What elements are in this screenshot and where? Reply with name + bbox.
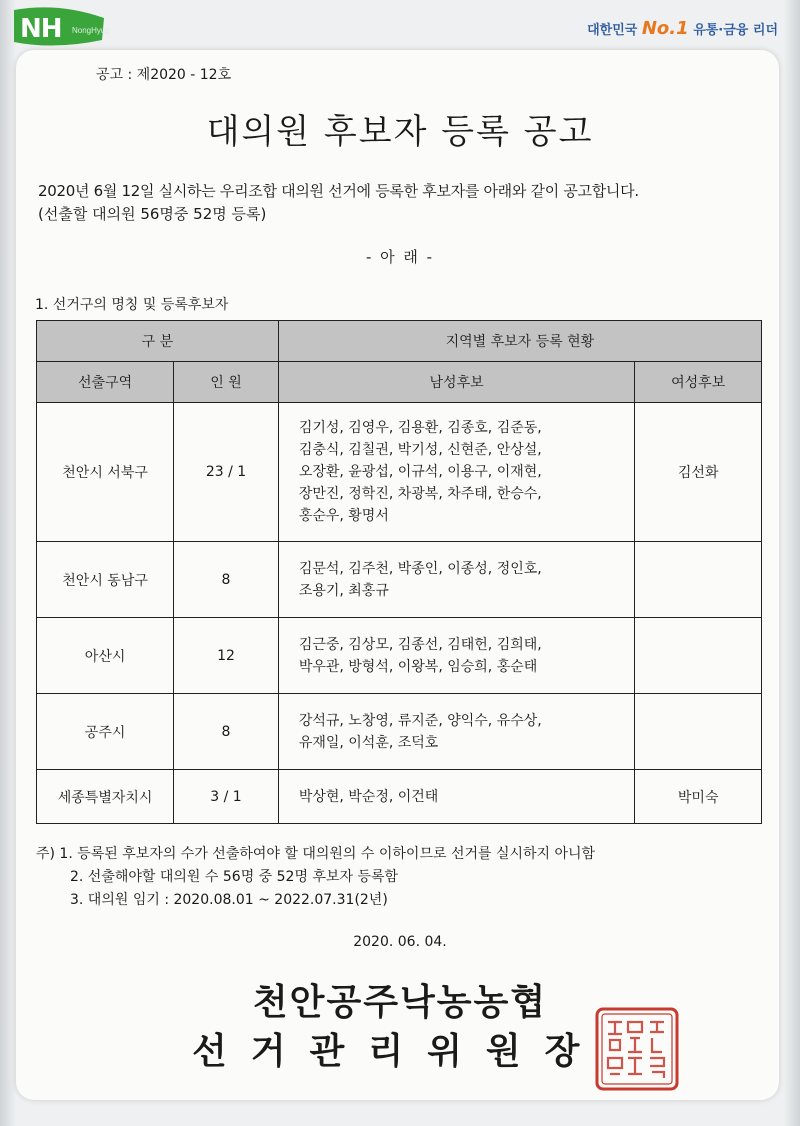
brand-name: NH (20, 14, 62, 44)
table-row (37, 770, 762, 824)
issue-date: 2020. 06. 04. (353, 934, 447, 950)
intro-line-1: 2020년 6월 12일 실시하는 우리조합 대의원 선거에 등록한 후보자를 아래와 같이 공고합니다. (38, 182, 639, 200)
table-header-row-1 (37, 321, 762, 362)
district-cell: 공주시 (37, 694, 174, 770)
female-candidates-cell (635, 618, 762, 694)
brand-subname: NongHyup (72, 26, 110, 35)
district-cell: 아산시 (37, 618, 174, 694)
candidate-line: 오장환, 윤광섭, 이규석, 이용구, 이재현, (298, 464, 542, 480)
note-2: 2. 선출해야할 대의원 수 56명 중 52명 후보자 등록함 (70, 869, 399, 885)
candidate-line: 조용기, 최홍규 (298, 582, 389, 599)
candidate-line: 강석규, 노창영, 류지준, 양익수, 유수상, (298, 712, 542, 729)
male-candidates-cell (278, 403, 635, 542)
note-3: 3. 대의원 임기 : 2020.08.01 ~ 2022.07.31(2년) (70, 892, 388, 908)
candidate-line: 김기성, 김영우, 김용환, 김종호, 김준동, (298, 420, 542, 436)
notice-number: 공고 : 제2020 - 12호 (96, 67, 232, 83)
candidate-line: 박상현, 박순정, 이건태 (298, 788, 439, 805)
table-header-row-2 (37, 362, 762, 403)
header-male: 남성후보 (278, 362, 635, 403)
table-row (37, 694, 762, 770)
count-cell: 23 / 1 (174, 403, 279, 542)
candidate-line: 홍순우, 황명서 (298, 508, 389, 524)
male-candidates-cell (278, 618, 635, 694)
notes-block (36, 843, 595, 912)
document-title: 대의원 후보자 등록 공고 (206, 112, 594, 152)
organization-name: 천안공주낙농농협 (252, 982, 548, 1023)
candidate-line: 김충식, 김칠권, 박기성, 신현준, 안상설, (298, 442, 542, 458)
table-row (37, 542, 762, 618)
candidate-line: 유재일, 이석훈, 조덕호 (298, 734, 439, 751)
table-row (37, 618, 762, 694)
committee-chair: 선거관리위원장 (192, 1031, 604, 1072)
count-cell: 3 / 1 (174, 770, 279, 824)
official-seal-icon (594, 1006, 680, 1092)
count-cell: 8 (174, 542, 279, 618)
header-status-cell: 지역별 후보자 등록 현황 (278, 321, 761, 362)
male-candidates-cell (278, 770, 635, 824)
brand-slogan (587, 18, 778, 39)
section-title: 1. 선거구의 명칭 및 등록후보자 (35, 297, 229, 313)
intro-line-2: (선출할 대의원 56명중 52명 등록) (38, 205, 267, 223)
header-count: 인 원 (174, 362, 279, 403)
slogan-suffix: 유통·금융 리더 (693, 23, 778, 38)
female-candidates-cell (635, 542, 762, 618)
count-cell: 12 (174, 618, 279, 694)
candidate-line: 장만진, 정학진, 차광복, 차주태, 한승수, (298, 486, 542, 502)
male-candidates-cell (278, 694, 635, 770)
brand-header (0, 0, 800, 54)
candidate-line: 김근중, 김상모, 김종선, 김태헌, 김희태, (298, 636, 542, 653)
district-cell: 천안시 서북구 (37, 403, 174, 542)
candidate-table (36, 320, 762, 824)
male-candidates-cell (278, 542, 635, 618)
header-female: 여성후보 (635, 362, 762, 403)
count-cell: 8 (174, 694, 279, 770)
district-cell: 천안시 동남구 (37, 542, 174, 618)
below-marker: - 아 래 - (365, 248, 435, 266)
female-candidates-cell: 박미숙 (635, 770, 762, 824)
note-1: 주) 1. 등록된 후보자의 수가 선출하여야 할 대의원의 수 이하이므로 선거를 실시하지 아니함 (36, 846, 596, 862)
female-candidates-cell: 김선화 (635, 403, 762, 542)
candidate-line: 박우관, 방형석, 이왕복, 임승희, 홍순태 (298, 658, 538, 675)
female-candidates-cell (635, 694, 762, 770)
slogan-no1: No.1 (641, 18, 689, 39)
table-row (37, 403, 762, 542)
district-cell: 세종특별자치시 (37, 770, 174, 824)
slogan-prefix: 대한민국 (587, 23, 638, 38)
header-group-cell: 구 분 (37, 321, 279, 362)
candidate-line: 김문석, 김주천, 박종인, 이종성, 정인호, (298, 560, 542, 577)
header-district: 선출구역 (37, 362, 174, 403)
